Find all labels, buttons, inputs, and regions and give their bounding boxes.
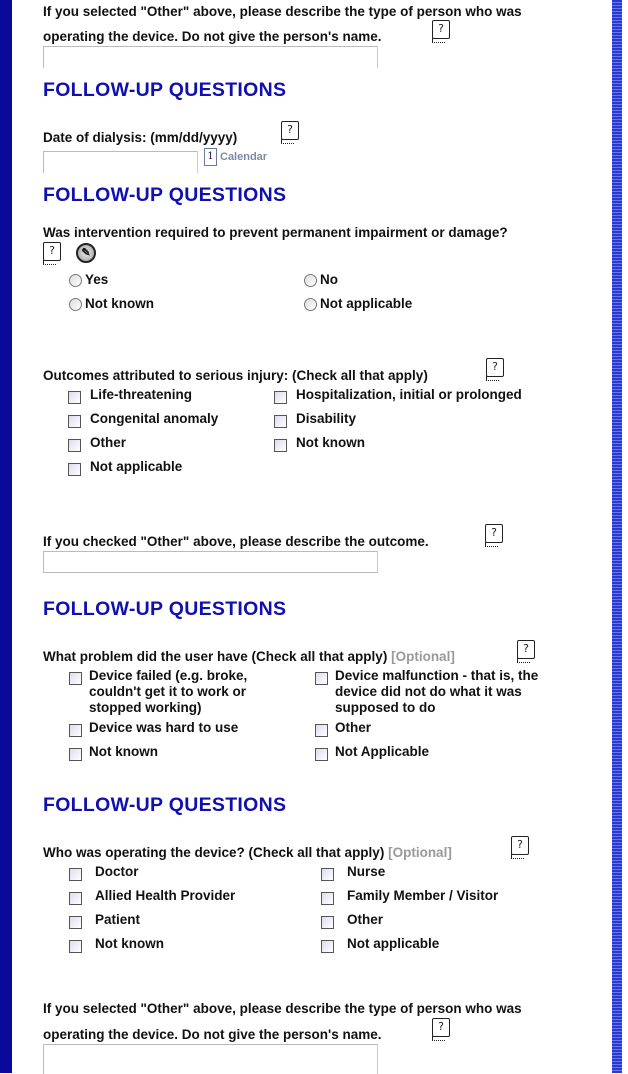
checkbox-hospitalization[interactable] — [274, 391, 287, 404]
checkbox-not-known[interactable] — [69, 748, 82, 761]
checkbox-family-member[interactable] — [321, 892, 334, 905]
left-border — [0, 0, 12, 1073]
operator-label — [43, 845, 452, 860]
checkbox-nurse[interactable] — [321, 868, 334, 881]
radio-not-applicable[interactable] — [304, 298, 317, 311]
checkbox-patient[interactable] — [69, 916, 82, 929]
other-person-label-line2: operating the device. Do not give the person's name. — [43, 29, 382, 44]
problem-label — [43, 649, 455, 664]
checkbox-label: Not known — [296, 435, 365, 450]
help-icon[interactable]: ? — [485, 524, 503, 543]
optional-tag: [Optional] — [391, 649, 455, 664]
calendar-label: Calendar — [220, 151, 268, 163]
outcomes-label: Outcomes attributed to serious injury: (Check all that apply) — [43, 368, 428, 383]
radio-not-known[interactable] — [69, 298, 82, 311]
operator-label-text: Who was operating the device? (Check all that apply) — [43, 845, 385, 860]
dialysis-date-input[interactable] — [43, 151, 198, 173]
label-line: couldn't get it to work or — [89, 684, 246, 699]
checkbox-other[interactable] — [321, 916, 334, 929]
other-person-label-line2: operating the device. Do not give the person's name. — [43, 1027, 382, 1042]
scrollbar[interactable] — [612, 0, 622, 1073]
checkbox-life-threatening[interactable] — [68, 391, 81, 404]
radio-label: Yes — [85, 272, 109, 287]
optional-tag: [Optional] — [388, 845, 452, 860]
label-line: supposed to do — [335, 700, 436, 715]
section-heading: FOLLOW-UP QUESTIONS — [43, 794, 287, 816]
edit-pencil-icon[interactable]: ✎ — [76, 243, 96, 263]
checkbox-hard-to-use[interactable] — [69, 724, 82, 737]
radio-label: No — [320, 272, 338, 287]
label-line: device did not do what it was — [335, 684, 522, 699]
radio-label: Not known — [85, 296, 154, 311]
checkbox-label: Disability — [296, 411, 357, 426]
other-person-input[interactable] — [43, 46, 378, 68]
checkbox-label: Not known — [95, 936, 164, 951]
checkbox-not-applicable[interactable] — [68, 463, 81, 476]
other-person-input[interactable] — [43, 1044, 378, 1074]
help-icon[interactable]: ? — [432, 20, 450, 39]
checkbox-congenital-anomaly[interactable] — [68, 415, 81, 428]
section-heading: FOLLOW-UP QUESTIONS — [43, 184, 287, 206]
checkbox-device-malfunction[interactable] — [315, 672, 328, 685]
label-line: Device failed (e.g. broke, — [89, 668, 248, 683]
radio-yes[interactable] — [69, 274, 82, 287]
checkbox-label: Device was hard to use — [89, 720, 239, 735]
other-person-label-line1: If you selected "Other" above, please describe the type of person who was — [43, 4, 522, 19]
checkbox-other[interactable] — [315, 724, 328, 737]
checkbox-label: Other — [347, 912, 384, 927]
help-icon[interactable]: ? — [517, 640, 535, 659]
problem-label-text: What problem did the user have (Check all that apply) — [43, 649, 388, 664]
radio-no[interactable] — [304, 274, 317, 287]
checkbox-allied-health[interactable] — [69, 892, 82, 905]
help-icon[interactable]: ? — [281, 121, 299, 140]
checkbox-disability[interactable] — [274, 415, 287, 428]
checkbox-label: Nurse — [347, 864, 386, 879]
checkbox-label: Patient — [95, 912, 141, 927]
checkbox-label: Not known — [89, 744, 158, 759]
checkbox-not-applicable[interactable] — [315, 748, 328, 761]
checkbox-other[interactable] — [68, 439, 81, 452]
help-icon[interactable]: ? — [43, 242, 61, 261]
checkbox-label: Not Applicable — [335, 744, 430, 759]
other-person-label-line1: If you selected "Other" above, please describe the type of person who was — [43, 1001, 522, 1016]
calendar-icon: 1 — [204, 148, 217, 166]
help-icon[interactable]: ? — [511, 836, 529, 855]
checkbox-label: Not applicable — [90, 459, 183, 474]
intervention-question: Was intervention required to prevent permanent impairment or damage? — [43, 225, 508, 240]
checkbox-label — [335, 668, 538, 716]
checkbox-label: Hospitalization, initial or prolonged — [296, 387, 522, 402]
help-icon[interactable]: ? — [432, 1018, 450, 1037]
section-heading: FOLLOW-UP QUESTIONS — [43, 79, 287, 101]
checkbox-label — [89, 668, 247, 716]
radio-label: Not applicable — [320, 296, 413, 311]
checkbox-doctor[interactable] — [69, 868, 82, 881]
checkbox-label: Congenital anomaly — [90, 411, 219, 426]
outcome-other-label: If you checked "Other" above, please describe the outcome. — [43, 534, 429, 549]
checkbox-not-applicable[interactable] — [321, 940, 334, 953]
checkbox-label: Doctor — [95, 864, 139, 879]
checkbox-label: Life-threatening — [90, 387, 193, 402]
checkbox-label: Other — [335, 720, 372, 735]
checkbox-device-failed[interactable] — [69, 672, 82, 685]
checkbox-not-known[interactable] — [69, 940, 82, 953]
dialysis-date-label: Date of dialysis: (mm/dd/yyyy) — [43, 130, 238, 145]
help-icon[interactable]: ? — [486, 358, 504, 377]
checkbox-label: Other — [90, 435, 127, 450]
section-heading: FOLLOW-UP QUESTIONS — [43, 598, 287, 620]
label-line: stopped working) — [89, 700, 202, 715]
checkbox-not-known[interactable] — [274, 439, 287, 452]
checkbox-label: Not applicable — [347, 936, 440, 951]
label-line: Device malfunction - that is, the — [335, 668, 539, 683]
checkbox-label: Family Member / Visitor — [347, 888, 499, 903]
calendar-button[interactable] — [204, 148, 267, 166]
checkbox-label: Allied Health Provider — [95, 888, 236, 903]
outcome-other-input[interactable] — [43, 551, 378, 573]
